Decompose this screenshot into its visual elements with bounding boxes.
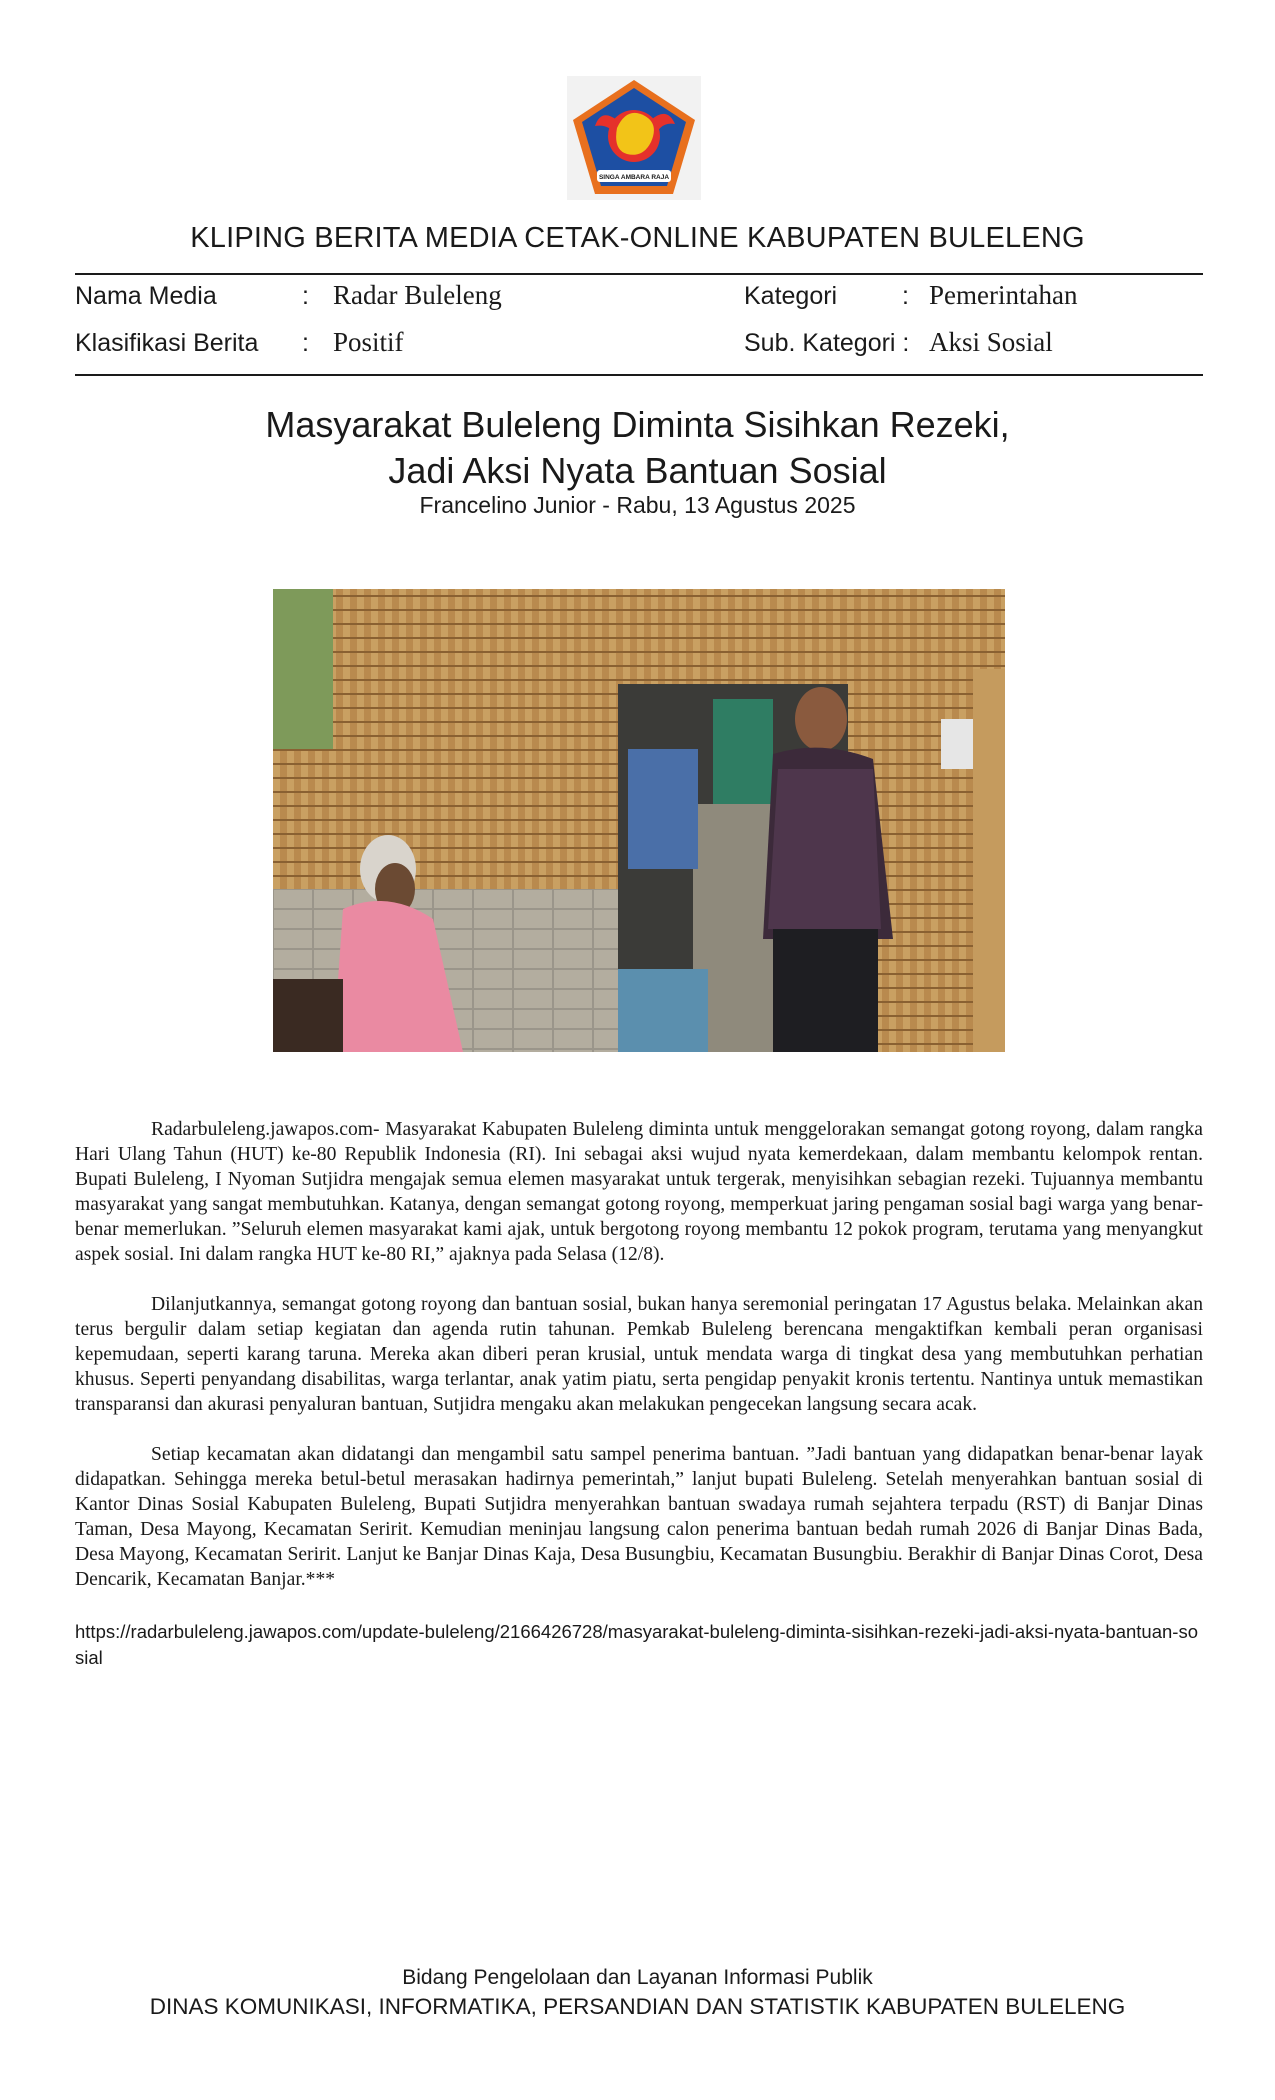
footer-agency: DINAS KOMUNIKASI, INFORMATIKA, PERSANDIAN DAN STATISTIK KABUPATEN BULELENG	[149, 1994, 1126, 2019]
footer-division: Bidang Pengelolaan dan Layanan Informasi Publik	[402, 1966, 873, 1989]
subcategory-value: Aksi Sosial	[929, 327, 1053, 357]
media-separator: :	[302, 282, 309, 310]
source-url-link[interactable]: https://radarbuleleng.jawapos.com/update-buleleng/2166426728/masyarakat-buleleng-diminta-sisihkan-rezeki-jadi-aksi-nyata-bantuan-sosial	[75, 1621, 1198, 1668]
clipping-header-title: KLIPING BERITA MEDIA CETAK-ONLINE KABUPATEN BULELENG	[190, 222, 1085, 254]
article-headline	[0, 402, 1275, 494]
header-divider-top	[75, 273, 1203, 275]
svg-text:SINGA AMBARA RAJA: SINGA AMBARA RAJA	[598, 174, 670, 181]
article-body	[75, 1117, 1203, 1617]
article-paragraph-3: Setiap kecamatan akan didatangi dan mengambil satu sampel penerima bantuan. ”Jadi bantuan yang didapatkan benar-benar layak didapatkan. Sehingga mereka betul-betul merasakan hadirnya pemerintah,” lanjut bupati Buleleng. Setelah menyerahkan bantuan sosial di Kantor Dinas Sosial Kabupaten Buleleng, Bupati Sutjidra menyerahkan bantuan swadaya rumah sejahtera terpadu (RST) di Banjar Dinas Taman, Desa Mayong, Kecamatan Seririt. Kemudian meninjau langsung calon penerima bantuan bedah rumah 2026 di Banjar Dinas Bada, Desa Mayong, Kecamatan Seririt. Lanjut ke Banjar Dinas Kaja, Desa Busungbiu, Kecamatan Busungbiu. Berakhir di Banjar Dinas Corot, Desa Dencarik, Kecamatan Banjar.***	[75, 1444, 1203, 1590]
classification-value: Positif	[333, 327, 404, 357]
classification-separator: :	[302, 329, 309, 357]
buleleng-emblem-logo	[567, 76, 701, 200]
media-label: Nama Media	[75, 282, 217, 310]
article-byline: Francelino Junior - Rabu, 13 Agustus 2025	[419, 492, 856, 518]
subcategory-label: Sub. Kategori :	[744, 329, 910, 357]
article-paragraph-2: Dilanjutkannya, semangat gotong royong dan bantuan sosial, bukan hanya seremonial peringatan 17 Agustus belaka. Melainkan akan terus bergulir dalam setiap kegiatan dan agenda rutin tahunan. Pemkab Buleleng berencana mengaktifkan kembali peran organisasi kepemudaan, seperti karang taruna. Mereka akan diberi peran krusial, untuk mendata warga di tingkat desa yang membutuhkan perhatian khusus. Seperti penyandang disabilitas, warga terlantar, anak yatim piatu, serta pengidap penyakit kronis tertentu. Nantinya untuk memastikan transparansi dan akurasi penyaluran bantuan, Sutjidra mengaku akan melakukan pengecekan langsung secara acak.	[75, 1294, 1203, 1415]
classification-label: Klasifikasi Berita	[75, 329, 259, 357]
header-divider-bottom	[75, 374, 1203, 376]
category-separator: :	[902, 282, 909, 310]
article-photo	[273, 589, 1005, 1052]
article-paragraph-1: Radarbuleleng.jawapos.com- Masyarakat Kabupaten Buleleng diminta untuk menggelorakan semangat gotong royong, dalam rangka Hari Ulang Tahun (HUT) ke-80 Republik Indonesia (RI). Ini sebagai aksi wujud nyata kemerdekaan, dalam membantu kelompok rentan. Bupati Buleleng, I Nyoman Sutjidra mengajak semua elemen masyarakat untuk tergerak, menyisihkan sebagian rezeki. Tujuannya membantu masyarakat yang sangat membutuhkan. Katanya, dengan semangat gotong royong, memperkuat jaring pengaman sosial bagi warga yang benar-benar memerlukan. ”Seluruh elemen masyarakat kami ajak, untuk bergotong royong membantu 12 pokok program, terutama yang menyangkut aspek sosial. Ini dalam rangka HUT ke-80 RI,” ajaknya pada Selasa (12/8).	[75, 1119, 1203, 1265]
category-value: Pemerintahan	[929, 280, 1078, 310]
media-value: Radar Buleleng	[333, 280, 502, 310]
headline-line-2: Jadi Aksi Nyata Bantuan Sosial	[388, 450, 887, 491]
category-label: Kategori	[744, 282, 838, 310]
headline-line-1: Masyarakat Buleleng Diminta Sisihkan Rezeki,	[265, 404, 1010, 445]
